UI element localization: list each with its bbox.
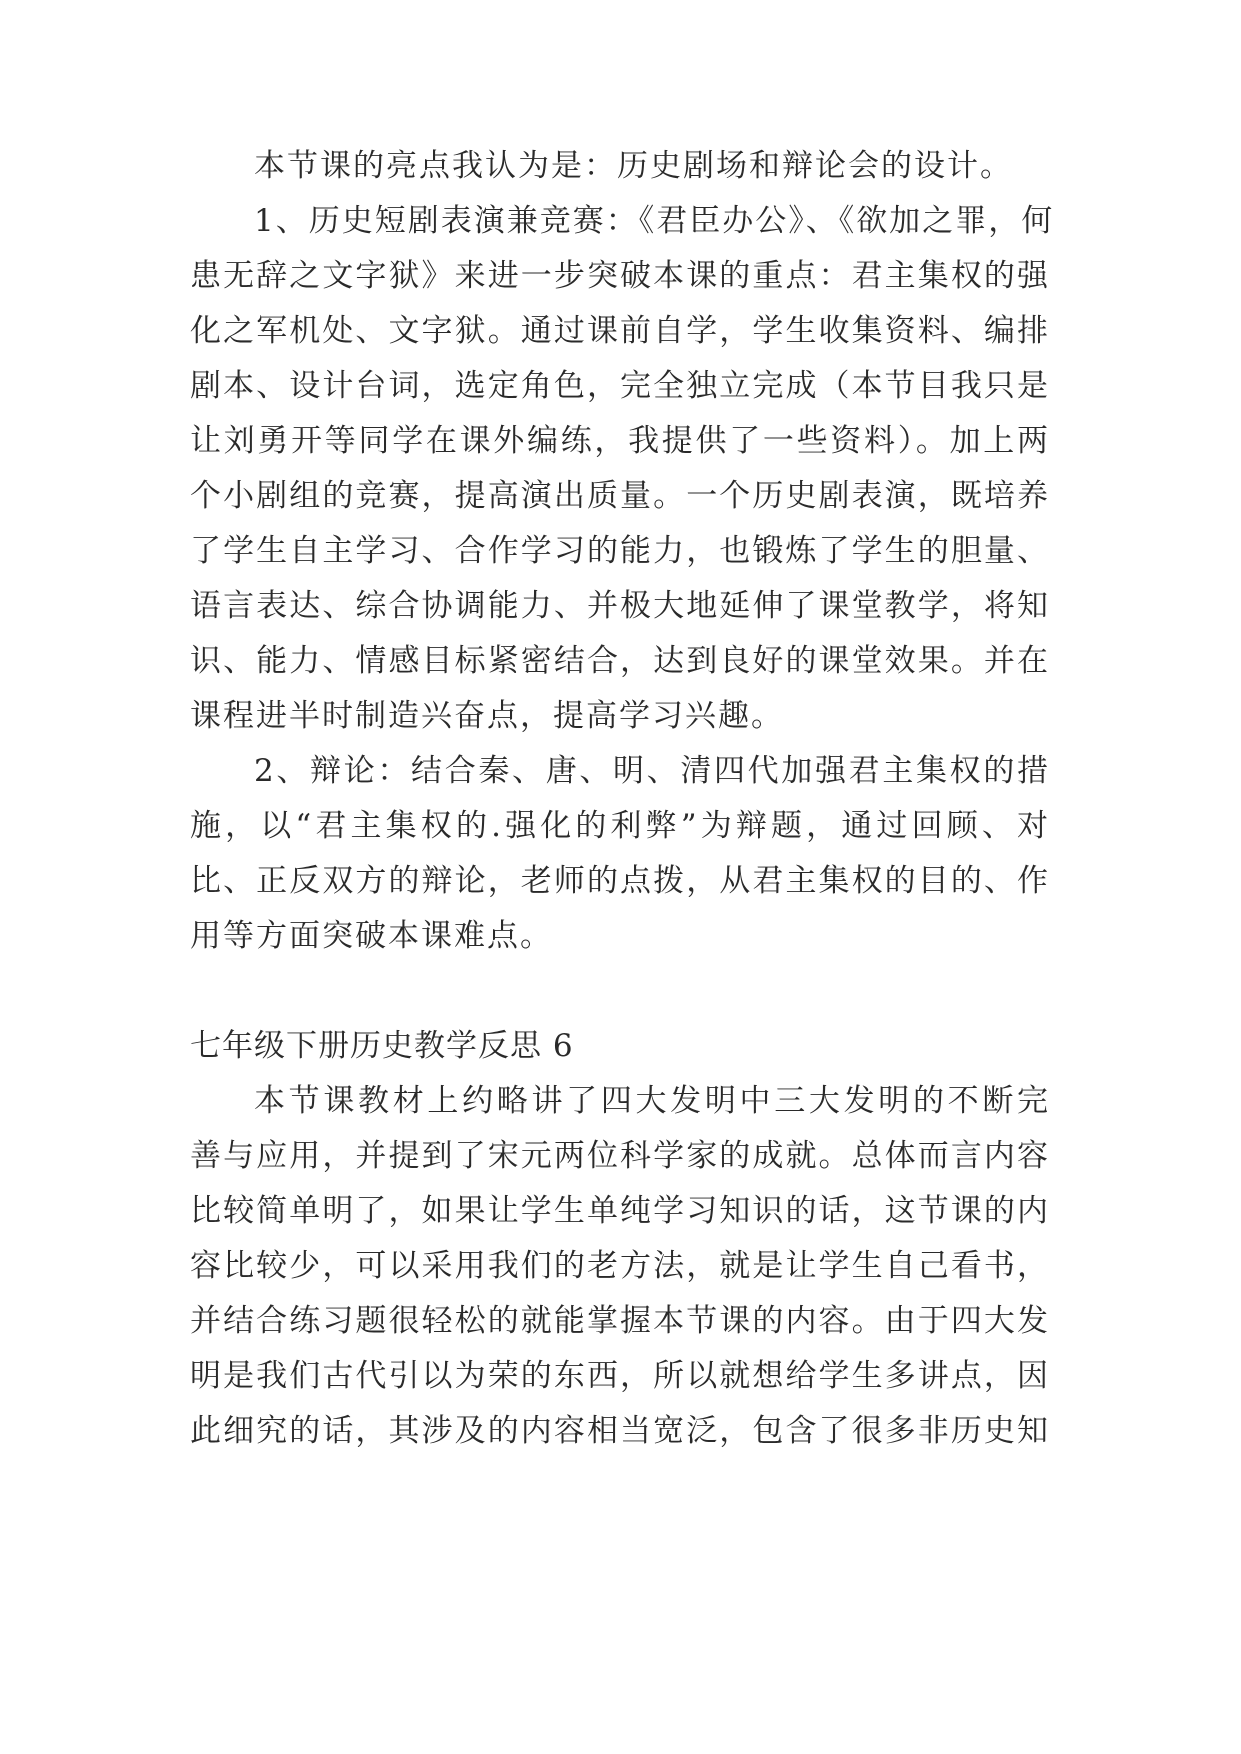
paragraph-line: 了学生自主学习、合作学习的能力，也锻炼了学生的胆量、 — [190, 533, 1050, 569]
paragraph-line: 明是我们古代引以为荣的东西，所以就想给学生多讲点，因 — [190, 1358, 1050, 1394]
section-heading: 七年级下册历史教学反思 6 — [190, 1028, 574, 1064]
paragraph-line: 并结合练习题很轻松的就能掌握本节课的内容。由于四大发 — [190, 1303, 1050, 1339]
paragraph-line: 让刘勇开等同学在课外编练，我提供了一些资料）。加上两 — [190, 423, 1050, 459]
paragraph-line: 剧本、设计台词，选定角色，完全独立完成（本节目我只是 — [190, 368, 1050, 404]
paragraph-line: 个小剧组的竞赛，提高演出质量。一个历史剧表演，既培养 — [190, 478, 1050, 514]
paragraph-line: 1、历史短剧表演兼竞赛：《君臣办公》、《欲加之罪，何 — [254, 203, 1055, 239]
paragraph-line: 本节课的亮点我认为是：历史剧场和辩论会的设计。 — [254, 148, 1013, 184]
paragraph-line: 患无辞之文字狱》来进一步突破本课的重点：君主集权的强 — [190, 258, 1050, 294]
paragraph-line: 善与应用，并提到了宋元两位科学家的成就。总体而言内容 — [190, 1138, 1050, 1174]
paragraph-line: 比、正反双方的辩论，老师的点拨，从君主集权的目的、作 — [190, 863, 1050, 899]
paragraph-line: 施，以“君主集权的.强化的利弊”为辩题，通过回顾、对 — [190, 808, 1050, 844]
paragraph-line: 2、辩论：结合秦、唐、明、清四代加强君主集权的措 — [254, 753, 1050, 789]
paragraph-line: 本节课教材上约略讲了四大发明中三大发明的不断完 — [254, 1083, 1050, 1119]
paragraph-line: 此细究的话，其涉及的内容相当宽泛，包含了很多非历史知 — [190, 1413, 1050, 1449]
paragraph-line: 化之军机处、文字狱。通过课前自学，学生收集资料、编排 — [190, 313, 1050, 349]
paragraph-line: 识、能力、情感目标紧密结合，达到良好的课堂效果。并在 — [190, 643, 1050, 679]
paragraph-line: 容比较少，可以采用我们的老方法，就是让学生自己看书， — [190, 1248, 1050, 1284]
paragraph-line: 用等方面突破本课难点。 — [190, 918, 553, 954]
paragraph-line: 语言表达、综合协调能力、并极大地延伸了课堂教学，将知 — [190, 588, 1050, 624]
paragraph-line: 比较简单明了，如果让学生单纯学习知识的话，这节课的内 — [190, 1193, 1050, 1229]
paragraph-line: 课程进半时制造兴奋点，提高学习兴趣。 — [190, 698, 784, 734]
